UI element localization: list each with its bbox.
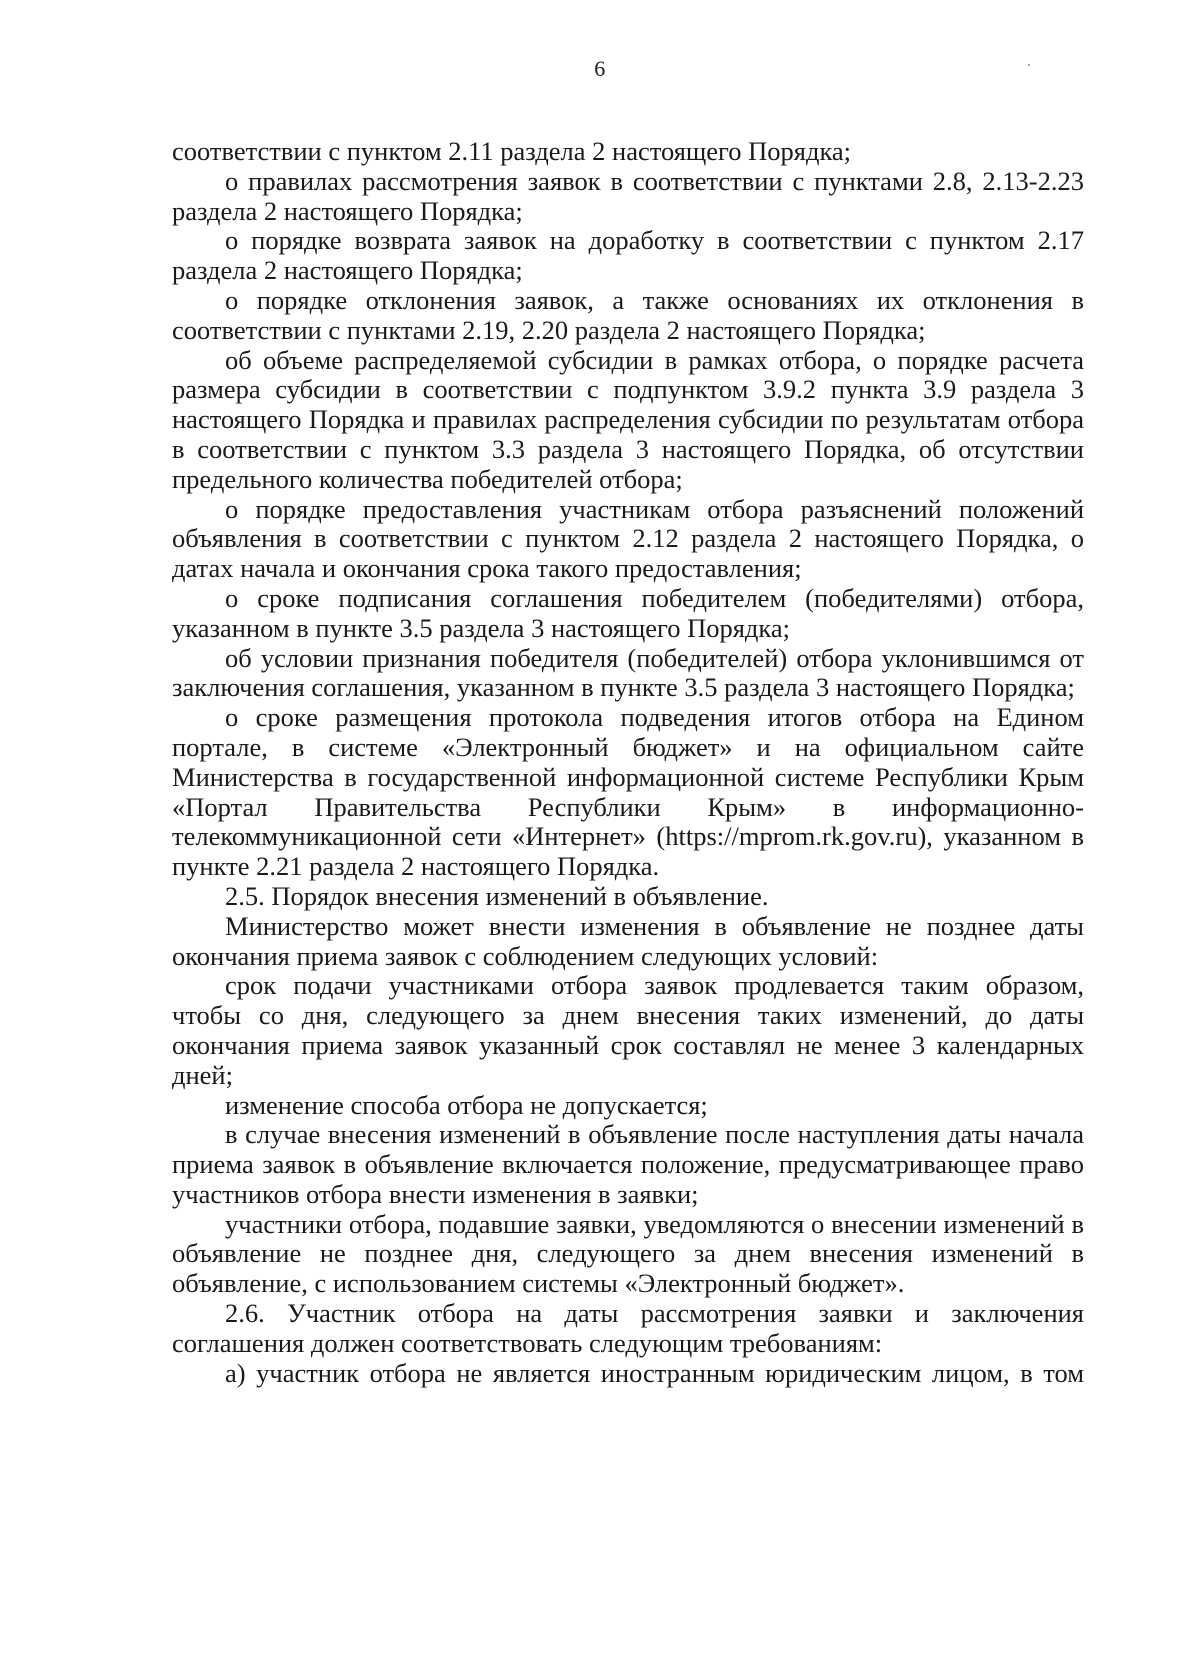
- paragraph-ministry-changes: Министерство может внести изменения в объявление не позднее даты окончания приема заявок с соблюдением следующих условий:: [172, 910, 1084, 971]
- paragraph-method-change: изменение способа отбора не допускается;: [225, 1089, 708, 1120]
- paragraph-changes-after-start: в случае внесения изменений в объявление после наступления даты начала приема заявок в объявление включается положение, предусматривающее право участников отбора внести изменения в заявки;: [172, 1119, 1084, 1209]
- paragraph-section-2-6: 2.6. Участник отбора на даты рассмотрения заявки и заключения соглашения должен соответствовать следующим требованиям:: [172, 1298, 1084, 1358]
- page-number: 6: [594, 56, 606, 81]
- paragraph-review-rules: о правилах рассмотрения заявок в соответствии с пунктами 2.8, 2.13-2.23 раздела 2 настоящего Порядка;: [172, 165, 1084, 226]
- paragraph-clarifications: о порядке предоставления участникам отбора разъяснений положений объявления в соответствии с пунктом 2.12 раздела 2 настоящего Порядка, о датах начала и окончания срока такого предоставления;: [172, 493, 1084, 584]
- document-body: [172, 137, 1084, 1388]
- paragraph-section-2-5: 2.5. Порядок внесения изменений в объявление.: [225, 880, 769, 911]
- paragraph-signing-term: о сроке подписания соглашения победителем (победителями) отбора, указанном в пункте 3.5 раздела 3 настоящего Порядка;: [172, 582, 1084, 643]
- paragraph-return-order: о порядке возврата заявок на доработку в соответствии с пунктом 2.17 раздела 2 настоящего Порядка;: [172, 225, 1084, 286]
- paragraph-rejection-order: о порядке отклонения заявок, а также основаниях их отклонения в соответствии с пунктами 2.19, 2.20 раздела 2 настоящего Порядка;: [172, 284, 1084, 345]
- paragraph-participant-notice: участники отбора, подавшие заявки, уведомляются о внесении изменений в объявление не позднее дня, следующего за днем внесения изменений в объявление, с использованием системы «Электронный бюджет».: [172, 1208, 1084, 1299]
- paragraph-protocol-term: о сроке размещения протокола подведения итогов отбора на Едином портале, в системе «Электронный бюджет» и на официальном сайте Министерства в государственной информационной системе Республики Крым «Портал Правительства Республики Крым» в информационно-телекоммуникационной сети «Интернет» (https://mprom.rk.gov.ru), указанном в пункте 2.21 раздела 2 настоящего Порядка.: [172, 702, 1084, 882]
- paragraph-term-extension: срок подачи участниками отбора заявок продлевается таким образом, чтобы со дня, следующего за днем внесения таких изменений, до даты окончания приема заявок указанный срок составлял не менее 3 календарных дней;: [172, 970, 1084, 1090]
- paragraph-requirement-a: а) участник отбора не является иностранным юридическим лицом, в том: [225, 1357, 1084, 1388]
- paragraph-subsidy-volume: об объеме распределяемой субсидии в рамках отбора, о порядке расчета размера субсидии в соответствии с подпунктом 3.9.2 пункта 3.9 раздела 3 настоящего Порядка и правилах распределения субсидии по результатам отбора в соответствии с пунктом 3.3 раздела 3 настоящего Порядка, об отсутствии предельного количества победителей отбора;: [172, 344, 1084, 494]
- paragraph-evasion-condition: об условии признания победителя (победителей) отбора уклонившимся от заключения соглашения, указанном в пункте 3.5 раздела 3 настоящего Порядка;: [172, 642, 1084, 703]
- paragraph-continuation: соответствии с пунктом 2.11 раздела 2 настоящего Порядка;: [172, 136, 852, 166]
- scan-speck: [1028, 64, 1030, 66]
